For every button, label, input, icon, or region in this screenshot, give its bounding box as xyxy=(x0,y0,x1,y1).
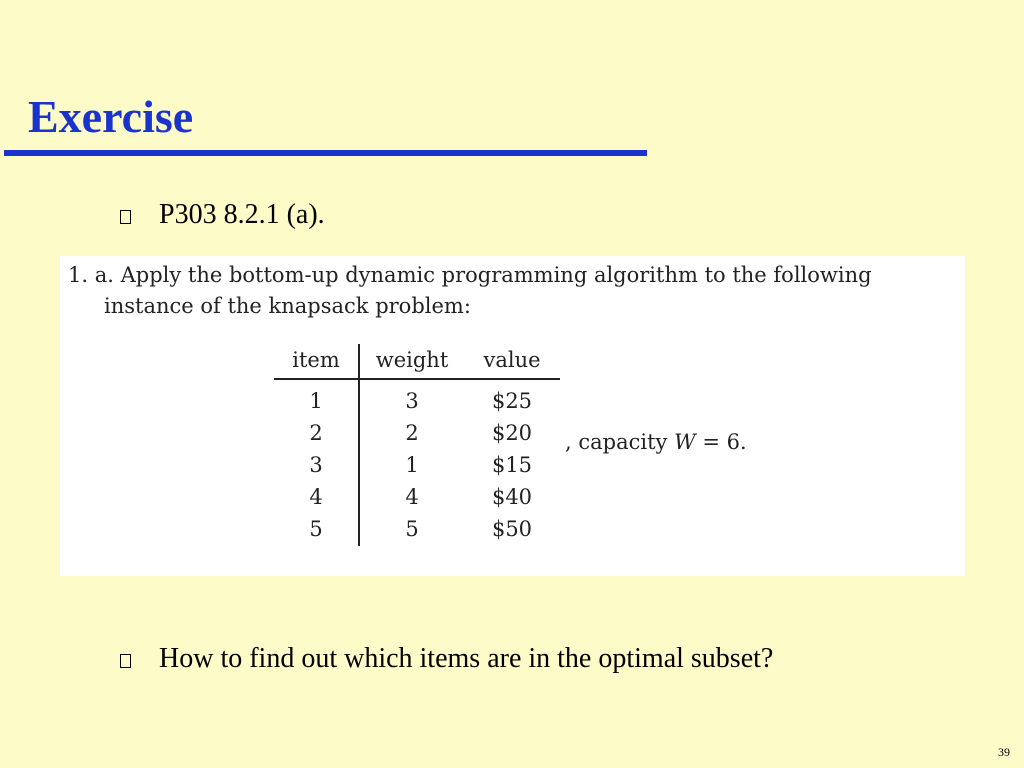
knapsack-table xyxy=(274,344,560,546)
table-row xyxy=(274,418,560,450)
cell-weight: 4 xyxy=(405,485,419,509)
table-row xyxy=(274,514,560,546)
cell-value: $20 xyxy=(491,421,533,445)
bullet-text: P303 8.2.1 (a). xyxy=(159,199,325,230)
cell-value: $25 xyxy=(491,389,533,413)
problem-statement-image xyxy=(60,256,965,576)
problem-line: 1. a. Apply the bottom-up dynamic programming algorithm to the following xyxy=(68,263,872,287)
table-header-row xyxy=(274,344,560,379)
bullet-box-icon xyxy=(120,210,131,224)
cell-item: 4 xyxy=(274,482,359,514)
capacity-prefix: , capacity xyxy=(565,430,675,454)
cell-weight: 2 xyxy=(405,421,419,445)
table-row xyxy=(274,379,560,418)
cell-value: $15 xyxy=(491,453,533,477)
bullet-box-icon xyxy=(120,654,131,668)
cell-item: 5 xyxy=(274,514,359,546)
capacity-text xyxy=(565,430,747,454)
slide-title: Exercise xyxy=(28,91,194,142)
problem-line: instance of the knapsack problem: xyxy=(104,294,471,318)
cell-value: $40 xyxy=(491,485,533,509)
header-weight: weight xyxy=(359,344,464,379)
header-item: item xyxy=(274,344,359,379)
capacity-suffix: = 6. xyxy=(695,430,747,454)
cell-item: 3 xyxy=(274,450,359,482)
bullet-text: How to find out which items are in the optimal subset? xyxy=(159,643,774,674)
cell-item: 1 xyxy=(274,379,359,418)
cell-value: $50 xyxy=(491,517,533,541)
cell-weight: 5 xyxy=(405,517,419,541)
table-row xyxy=(274,450,560,482)
bullet-item xyxy=(120,201,325,229)
bullet-item xyxy=(120,645,773,673)
page-number: 39 xyxy=(998,745,1010,759)
cell-weight: 3 xyxy=(405,389,419,413)
header-value: value xyxy=(464,344,560,379)
cell-item: 2 xyxy=(274,418,359,450)
table-row xyxy=(274,482,560,514)
title-underline xyxy=(4,150,647,156)
cell-weight: 1 xyxy=(405,453,419,477)
capacity-variable: W xyxy=(674,430,696,454)
